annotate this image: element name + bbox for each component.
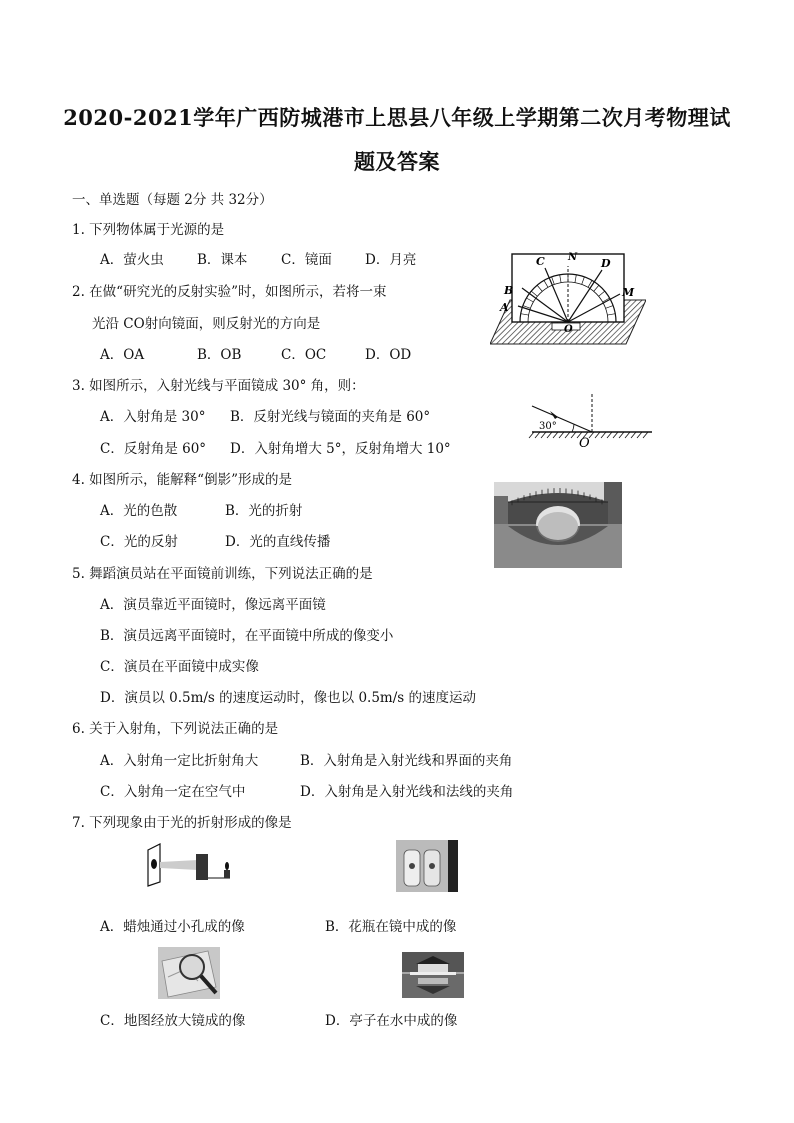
q7-option-a: A．蜡烛通过小孔成的像 [100, 919, 245, 935]
magnifier-map-photo [158, 947, 220, 999]
q5-option-b: B．演员远离平面镜时，在平面镜中所成的像变小 [100, 628, 394, 644]
q7-option-b: B．花瓶在镜中成的像 [325, 919, 457, 935]
q7-stem: 7. 下列现象由于光的折射形成的像是 [72, 815, 292, 831]
section-heading: 一、单选题（每题 2分 共 32分） [72, 192, 273, 208]
q4-option-b: B．光的折射 [225, 503, 303, 519]
q2-option-d: D．OD [365, 347, 412, 363]
q2-option-b: B．OB [197, 347, 242, 363]
incidence-angle-figure [528, 392, 654, 448]
q1-option-c: C．镜面 [281, 252, 332, 268]
label-n: N [568, 252, 578, 263]
label-c: C [536, 255, 545, 268]
q1-option-a: A．萤火虫 [100, 252, 164, 268]
label-b: B [504, 284, 514, 297]
q7-option-d: D．亭子在水中成的像 [325, 1013, 458, 1029]
reflection-experiment-figure [490, 248, 646, 346]
pinhole-camera-figure [146, 842, 242, 888]
q3-option-d: D．入射角增大 5°，反射角增大 10° [230, 441, 451, 457]
doc-title-line2: 题及答案 [354, 149, 440, 174]
q6-option-a: A．入射角一定比折射角大 [100, 753, 259, 769]
label-d: D [601, 257, 611, 270]
point-o-label: O [579, 436, 590, 448]
q5-option-d: D．演员以 0.5m/s 的速度运动时，像也以 0.5m/s 的速度运动 [100, 690, 476, 706]
q2-stem-line1: 2. 在做“研究光的反射实验”时，如图所示，若将一束 [72, 284, 387, 300]
doc-title-line1: 2020-2021学年广西防城港市上思县八年级上学期第二次月考物理试 [63, 105, 731, 130]
q6-stem: 6. 关于入射角，下列说法正确的是 [72, 721, 279, 737]
q4-option-a: A．光的色散 [100, 503, 178, 519]
q1-stem: 1. 下列物体属于光源的是 [72, 222, 225, 238]
q6-option-c: C．入射角一定在空气中 [100, 784, 246, 800]
q1-option-b: B．课本 [197, 252, 248, 268]
q2-stem-line2: 光沿 CO射向镜面，则反射光的方向是 [92, 316, 321, 332]
bridge-reflection-photo [494, 482, 622, 568]
vase-mirror-photo [396, 840, 458, 892]
label-m: M [622, 286, 635, 299]
label-o: O [564, 324, 573, 335]
q5-option-c: C．演员在平面镜中成实像 [100, 659, 259, 675]
ray-arrow [550, 411, 558, 419]
q7-option-c: C．地图经放大镜成的像 [100, 1013, 246, 1029]
q3-option-b: B．反射光线与镜面的夹角是 60° [230, 409, 431, 425]
q6-option-b: B．入射角是入射光线和界面的夹角 [300, 753, 513, 769]
q4-stem: 4. 如图所示，能解释“倒影”形成的是 [72, 472, 292, 488]
q6-option-d: D．入射角是入射光线和法线的夹角 [300, 784, 514, 800]
q4-option-d: D．光的直线传播 [225, 534, 331, 550]
q3-option-c: C．反射角是 60° [100, 441, 207, 457]
q3-option-a: A．入射角是 30° [100, 409, 206, 425]
label-a: A [500, 301, 509, 314]
pavilion-reflection-photo [402, 952, 464, 998]
angle-label: 30° [539, 421, 557, 432]
q1-option-d: D．月亮 [365, 252, 417, 268]
q3-stem: 3. 如图所示，入射光线与平面镜成 30° 角，则： [72, 378, 365, 394]
q5-option-a: A．演员靠近平面镜时，像远离平面镜 [100, 597, 326, 613]
q2-option-c: C．OC [281, 347, 327, 363]
q2-option-a: A．OA [100, 347, 145, 363]
q5-stem: 5. 舞蹈演员站在平面镜前训练，下列说法正确的是 [72, 566, 373, 582]
q4-option-c: C．光的反射 [100, 534, 178, 550]
